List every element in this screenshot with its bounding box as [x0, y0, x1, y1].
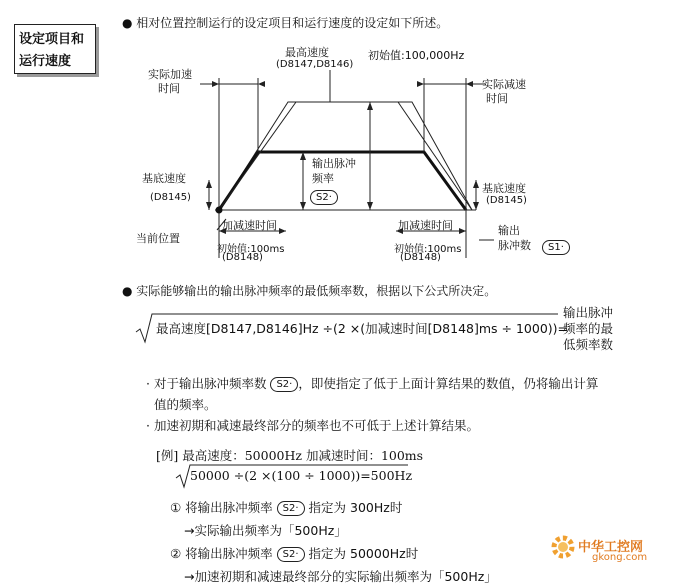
- base-speed-left-label: 基底速度: [142, 172, 186, 185]
- output-freq-label1: 输出脉冲: [312, 157, 356, 170]
- speed-profile-diagram: [0, 0, 683, 290]
- accdec-time-right: 加减速时间: [398, 219, 453, 232]
- formula-expression: 最高速度[D8147,D8146]Hz ÷(2 ×(加减速时间[D8148]ms ÷ 1000))=: [156, 321, 568, 336]
- decel-guide: [398, 102, 472, 210]
- section-title-line2: 运行速度: [19, 54, 72, 69]
- current-position-label: 当前位置: [136, 232, 180, 245]
- accdec-reg-left: (D8148): [222, 252, 263, 263]
- formula-result-l2: 频率的最: [563, 321, 614, 336]
- watermark-cn: 中华工控网: [578, 540, 644, 555]
- decel-time-label2: 时间: [486, 92, 508, 105]
- example-line1: [例] 最高速度：50000Hz 加减速时间：100ms: [156, 448, 424, 463]
- case2-result: →加速初期和减速最终部分的实际输出频率为「500Hz」: [184, 569, 497, 584]
- accdec-init-right: 初始值:100ms: [394, 244, 462, 255]
- s1-operand-diagram: S1·: [542, 237, 570, 256]
- case1-line: ① 将输出脉冲频率 S2· 指定为 300Hz时: [170, 500, 403, 515]
- out-count-label2: 脉冲数: [498, 239, 531, 252]
- s2-operand-case2: S2·: [277, 547, 305, 562]
- output-freq-label2: 频率: [312, 172, 334, 185]
- base-speed-left-reg: (D8145): [150, 192, 191, 203]
- s2-operand-diagram: S2·: [310, 187, 338, 206]
- intro-text: ● 相对位置控制运行的设定项目和运行速度的设定如下所述。: [122, 16, 449, 30]
- case1-result: →实际输出频率为「500Hz」: [184, 523, 347, 538]
- decel-time-label1: 实际减速: [482, 78, 526, 91]
- out-count-label1: 输出: [498, 224, 520, 237]
- max-speed-label: 最高速度: [285, 46, 329, 59]
- s2-operand-note: S2·: [270, 377, 298, 392]
- accel-time-label1: 实际加速: [148, 68, 192, 81]
- section-title-line1: 设定项目和: [19, 32, 85, 47]
- accdec-time-left: 加减速时间: [222, 219, 277, 232]
- accel-time-label2: 时间: [158, 82, 180, 95]
- formula-result-l1: 输出脉冲: [563, 305, 614, 320]
- current-position-dot: [216, 207, 223, 214]
- gear-icon: [548, 532, 578, 562]
- note1-line2: 值的频率。: [154, 397, 217, 412]
- accdec-init-left: 初始值:100ms: [217, 244, 285, 255]
- case2-line: ② 将输出脉冲频率 S2· 指定为 50000Hz时: [170, 546, 419, 561]
- formula-intro: ● 实际能够输出的输出脉冲频率的最低频率数，根据以下公式所决定。: [122, 284, 497, 298]
- example-formula: 50000 ÷(2 ×(100 ÷ 1000))=500Hz: [190, 468, 413, 483]
- watermark-url: gkong.com: [592, 552, 648, 563]
- formula-result-l3: 低频率数: [563, 337, 614, 352]
- max-speed-regs: (D8147,D8146): [276, 59, 354, 70]
- accdec-reg-right: (D8148): [400, 252, 441, 263]
- note1-line1: · 对于输出脉冲频率数 S2· ，即使指定了低于上面计算结果的数值，仍将输出计算: [146, 376, 599, 391]
- note2: · 加速初期和减速最终部分的频率也不可低于上述计算结果。: [146, 418, 479, 433]
- base-speed-right-reg: (D8145): [486, 195, 527, 206]
- base-speed-right-label: 基底速度: [482, 182, 526, 195]
- s2-operand-case1: S2·: [277, 501, 305, 516]
- max-speed-initial: 初始值:100,000Hz: [368, 49, 465, 62]
